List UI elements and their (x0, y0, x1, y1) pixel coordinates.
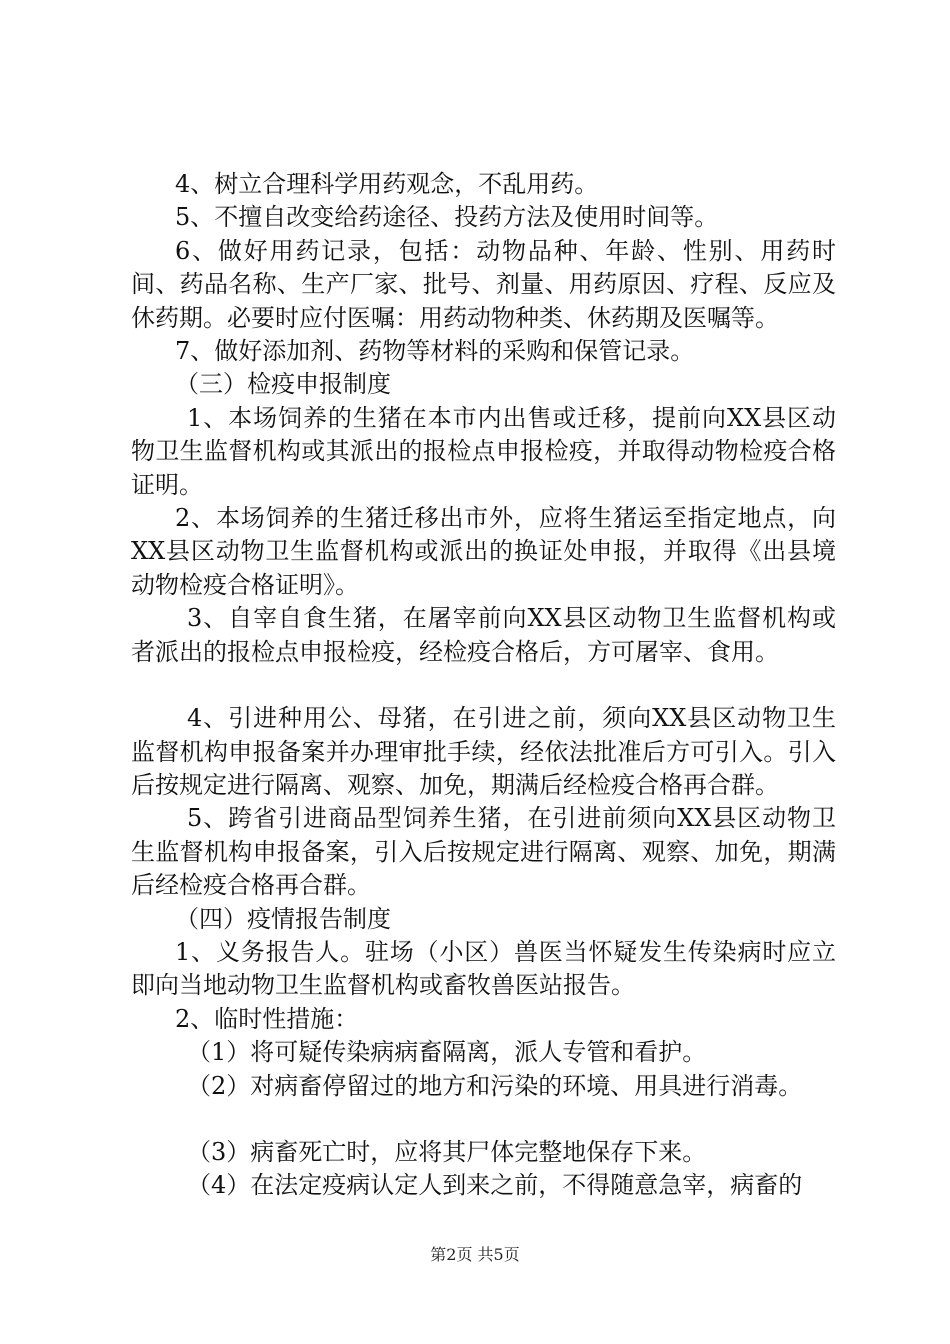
page-number-footer: 第2页 共5页 (430, 1245, 520, 1264)
paragraph-measure-4: （4）在法定疫病认定人到来之前，不得随意急宰，病畜的 (187, 1171, 803, 1200)
paragraph-item-6: 6、做好用药记录，包括：动物品种、年龄、性别、用药时间、药品名称、生产厂家、批号、剂量、用药原因、疗程、反应及休药期。必要时应付医嘱：用药动物种类、休药期及医嘱等。 (131, 236, 836, 332)
paragraph-report-1: 1、义务报告人。驻场（小区）兽医当怀疑发生传染病时应立即向当地动物卫生监督机构或畜牧兽医站报告。 (131, 937, 836, 1000)
paragraph-item-4: 4、树立合理科学用药观念，不乱用药。 (175, 170, 599, 198)
paragraph-item-7: 7、做好添加剂、药物等材料的采购和保管记录。 (175, 337, 695, 366)
paragraph-quarantine-1: 1、本场饲养的生猪在本市内出售或迁移，提前向XX县区动物卫生监督机构或其派出的报检点申报检疫，并取得动物检疫合格证明。 (131, 403, 836, 499)
paragraph-gap (131, 1103, 836, 1136)
paragraph-report-2: 2、临时性措施： (175, 1004, 359, 1033)
section-heading-epidemic-report: （四）疫情报告制度 (175, 904, 391, 933)
paragraph-quarantine-5: 5、跨省引进商品型饲养生猪，在引进前须向XX县区动物卫生监督机构申报备案，引入后按规定进行隔离、观察、加免，期满后经检疫合格再合群。 (131, 804, 836, 900)
paragraph-measure-2: （2）对病畜停留过的地方和污染的环境、用具进行消毒。 (187, 1071, 803, 1100)
paragraph-item-5: 5、不擅自改变给药途径、投药方法及使用时间等。 (175, 203, 719, 232)
paragraph-quarantine-2: 2、本场饲养的生猪迁移出市外，应将生猪运至指定地点，向XX县区动物卫生监督机构或派出的换证处申报，并取得《出县境动物检疫合格证明》。 (131, 504, 836, 599)
document-body (131, 168, 836, 1203)
paragraph-gap (131, 669, 836, 702)
paragraph-measure-1: （1）将可疑传染病病畜隔离，派人专管和看护。 (187, 1038, 707, 1067)
section-heading-quarantine-declaration: （三）检疫申报制度 (175, 370, 391, 399)
paragraph-measure-3: （3）病畜死亡时，应将其尸体完整地保存下来。 (187, 1137, 707, 1166)
paragraph-quarantine-3: 3、自宰自食生猪，在屠宰前向XX县区动物卫生监督机构或者派出的报检点申报检疫，经检疫合格后，方可屠宰、食用。 (131, 604, 836, 666)
paragraph-quarantine-4: 4、引进种用公、母猪，在引进之前，须向XX县区动物卫生监督机构申报备案并办理审批手续，经依法批准后方可引入。引入后按规定进行隔离、观察、加免，期满后经检疫合格再合群。 (131, 704, 836, 799)
